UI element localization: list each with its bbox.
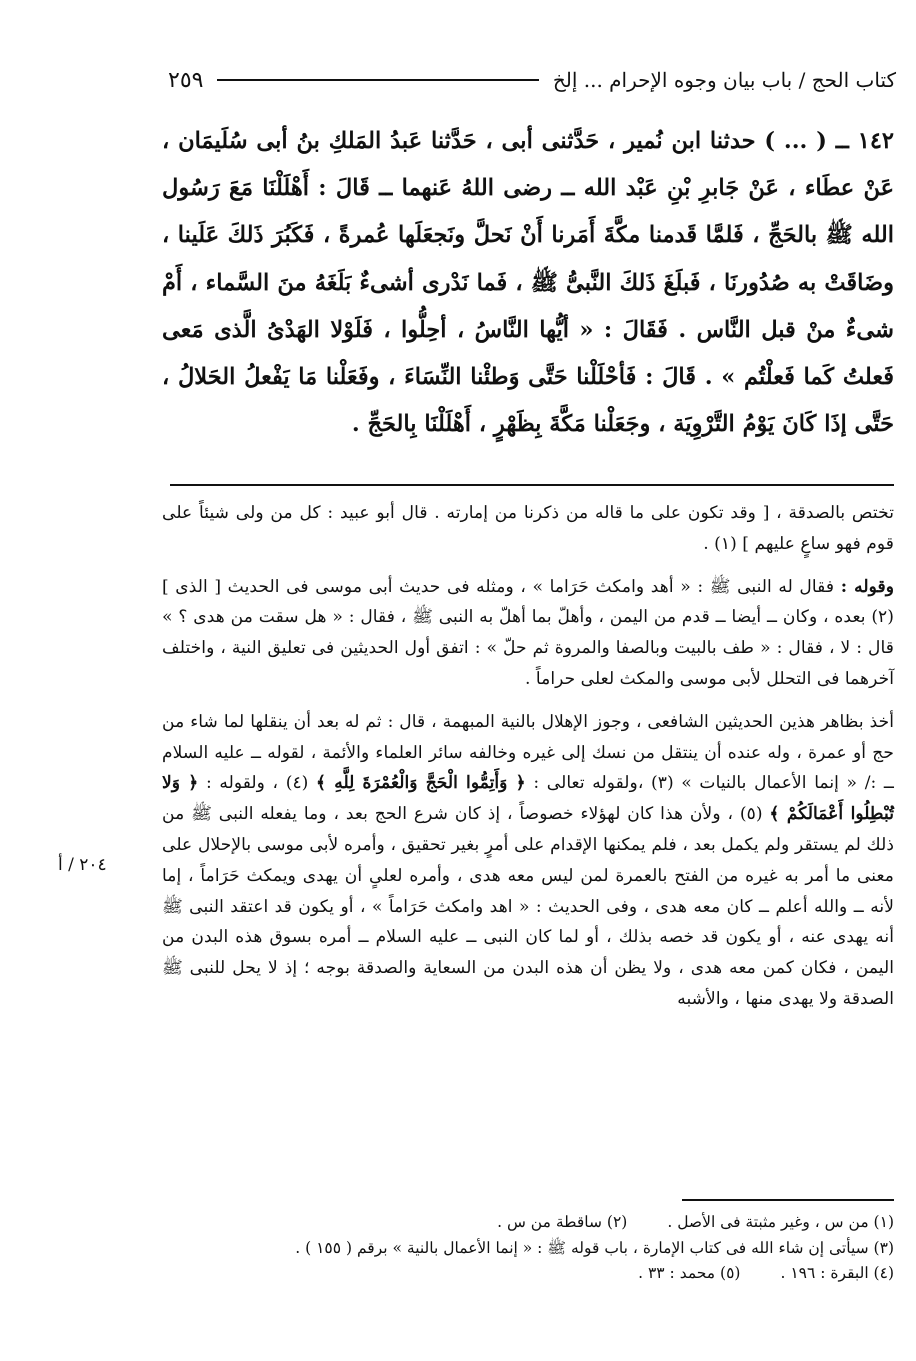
hadith-text: ١٤٢ ــ ( ... ) حدثنا ابن نُمير ، حَدَّثنى أبى ، حَدَّثنا عَبدُ المَلكِ بنُ أبى سُلَيمَان ، عَنْ عطَاء ، عَنْ جَابرِ بْنِ عَبْد الله ــ رضى اللهُ عَنهما ــ قَالَ : أَهْلَلْنَا مَعَ رَسُول الله ﷺ بالحَجِّ ، فَلمَّا قَدمنا مكَّةَ أَمَرنا أَنْ نَحلَّ ونَجعَلَها عُمرةً ، فَكَبُرَ ذَلكَ عَلَينا ، وضَاقَتْ به صُدُورنَا ، فَبلَغَ ذَلكَ النَّبىُّ ﷺ ، فَما نَدْرى أشىءٌ بَلَغَهُ منَ السَّماء ، أَمْ شىءٌ منْ قبل النَّاس . فَقَالَ : « أيُّها النَّاسُ ، أحِلُّوا ، فَلَوْلا الهَدْىُ الَّذى مَعى فَعلتُ كَما فَعلْتُم » . قَالَ : فَأحْلَلْنا حَتَّى وَطئْنا النِّسَاءَ ، وفَعَلْنا مَا يَفْعلُ الحَلالُ ، حَتَّى إذَا كَانَ يَوْمُ التَّرْوِيَة ، وجَعَلْنا مَكَّةَ بِظَهْرٍ ، أَهْلَلْنَا بِالحَجِّ . <box>162 128 894 438</box>
commentary <box>162 498 894 1015</box>
commentary-paragraph-3-part-c: (٥) ، ولأن هذا كان لهؤلاء خصوصاً ، إذ كان شرع الحج بعد ، وما يفعله النبى ﷺ من ذلك لم يستقر ولم يكمل بعد ، فلم يمكنها الإقدام على أمرٍ بغير تحقيق ، وأمره لأبى موسى بالإحلال على معنى ما أمر به غيره من الفتح بالعمرة لمن ليس معه هدى ، وأمره لعلىٍ أن يهدى ويمكث حَرَاماً ، إما لأنه ــ والله أعلم ــ كان معه هدى ، وفى الحديث : « اهد وامكث حَرَاماً » ، أو يكون قد اعتقد النبى ﷺ أنه يهدى عنه ، أو يكون قد خصه بذلك ، أو لما كان النبى ــ عليه السلام ــ أمره بسوق هذه البدن من اليمن ، فكان كمن معه هدى ، ولا يظن أن هذه البدن من السعاية والصدقة بوجه ؛ إذ لا يحل للنبى ﷺ الصدقة ولا يهدى منها ، والأشبه <box>162 804 894 1009</box>
footnote-line-3 <box>300 1261 894 1287</box>
footnote-line-1 <box>300 1210 894 1236</box>
commentary-paragraph-2-text: فقال له النبى ﷺ : « أهد وامكث حَرَاما » ، ومثله فى حديث أبى موسى فى الحديث [ الذى ] (٢) بعده ، وكان ــ أيضا ــ قدم من اليمن ، وأهلّ بما أهلّ به النبى ﷺ ، فقال : « هل سقت من هدى ؟ » قال : لا ، فقال : « طف بالبيت وبالصفا والمروة ثم حلّ » : اتفق أول الحديثين فى تعليق النية ، واختلف آخرهما فى التحلل لأبى موسى والمكث لعلى حراماً . <box>162 576 894 689</box>
section-divider <box>170 484 894 486</box>
quran-verse-2: ﴿ وَلا تُبْطِلُوا أَعْمَالَكُمْ ﴾ <box>162 773 894 825</box>
quran-verse-1: ﴿ وَأَتِمُّوا الْحَجَّ وَالْعُمْرَةَ لِلَّهِ ﴾ <box>316 773 526 794</box>
footnote-5: (٥) محمد : ٣٣ . <box>638 1264 741 1282</box>
manuscript-folio-marker: ٢٠٤ / أ <box>58 855 107 875</box>
footnotes <box>295 1210 894 1287</box>
footnote-2: (٢) ساقطة من س . <box>497 1213 628 1231</box>
commentary-paragraph-3-part-a: أخذ بظاهر هذين الحديثين الشافعى ، وجوز الإهلال بالنية المبهمة ، قال : ثم له بعد أن ينقلها لما شاء من حج أو عمرة ، وله عنده أن ينتقل من نسك إلى غيره وخالفه سائر العلماء والأئمة ، لقوله ــ عليه السلام ــ :/ « إنما الأعمال بالنيات » (٣) ،ولقوله تعالى : <box>162 711 894 794</box>
footnote-rule <box>682 1199 894 1201</box>
running-header <box>168 60 896 100</box>
footnote-4: (٤) البقرة : ١٩٦ . <box>780 1264 894 1282</box>
commentary-paragraph-1: تختص بالصدقة ، [ وقد تكون على ما قاله من ذكرنا من إمارته . قال أبو عبيد : كل من ولى شيئاً على قوم فهو ساعٍ عليهم ] (١) . <box>162 503 894 554</box>
footnote-1: (١) من س ، وغير مثبتة فى الأصل . <box>667 1213 894 1231</box>
commentary-lead-phrase: وقوله : <box>840 576 894 597</box>
running-header-title: كتاب الحج / باب بيان وجوه الإحرام ... إلخ <box>552 68 896 92</box>
footnote-line-2 <box>295 1236 894 1262</box>
page-number: ٢٥٩ <box>168 67 204 93</box>
commentary-paragraph-3-part-b: (٤) ، ولقوله : <box>205 773 309 794</box>
commentary-paragraph-2 <box>162 572 894 695</box>
commentary-paragraph-3 <box>162 707 894 1015</box>
header-rule <box>217 79 538 81</box>
footnote-3: (٣) سيأتى إن شاء الله فى كتاب الإمارة ، باب قوله ﷺ : « إنما الأعمال بالنية » برقم ( ١٥٥ ) . <box>295 1238 894 1257</box>
